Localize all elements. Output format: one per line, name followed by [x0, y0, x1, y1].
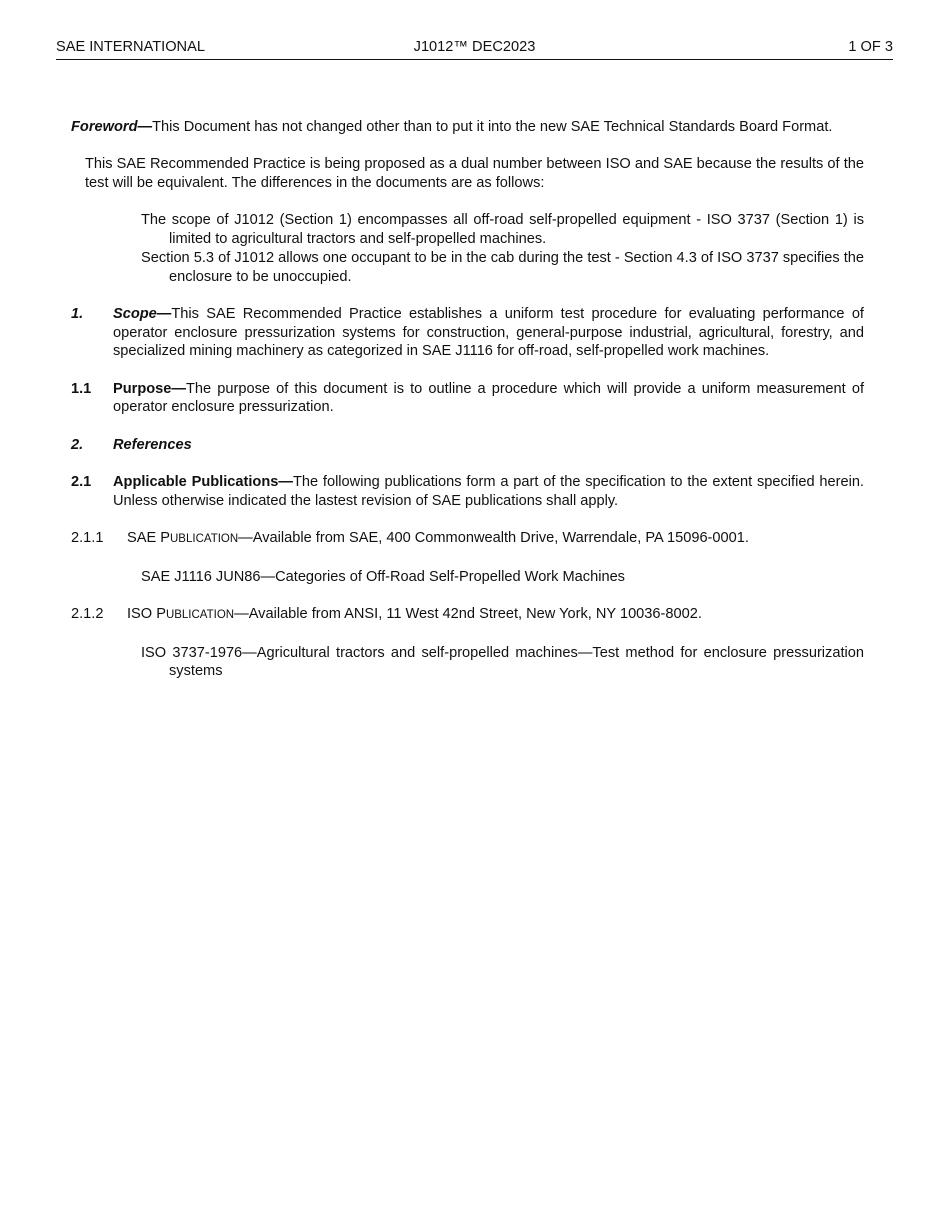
section-number: 2.1 [71, 474, 92, 491]
section-title-big: SAE P [127, 530, 170, 547]
foreword-paragraph-2: This SAE Recommended Practice is being proposed as a dual number between ISO and SAE because the results of the test will be equivalent. The differences in the documents are as follows: [85, 156, 864, 192]
section-purpose [71, 380, 864, 417]
document-body [71, 118, 864, 681]
section-sae-publication [71, 529, 864, 549]
section-title: Applicable Publications— [113, 474, 293, 491]
page-header [56, 38, 893, 60]
header-organization: SAE INTERNATIONAL [56, 39, 205, 55]
section-title: Purpose— [113, 380, 186, 397]
section-title: References [113, 436, 192, 453]
iso-reference-entry: ISO 3737-1976—Agricultural tractors and self-propelled machines—Test method for enclosure pressurization systems [141, 644, 864, 680]
section-text: —Available from SAE, 400 Commonwealth Drive, Warrendale, PA 15096-0001. [238, 530, 749, 547]
section-number: 2. [71, 436, 84, 453]
section-scope [71, 305, 864, 361]
difference-item: Section 5.3 of J1012 allows one occupant to be in the cab during the test - Section 4.3 of ISO 3737 specifies the enclosure to be unoccupied. [141, 249, 864, 285]
section-number: 1. [71, 305, 84, 322]
section-number: 2.1.2 [71, 606, 104, 623]
section-text: This SAE Recommended Practice establishes a uniform test procedure for evaluating performance of operator enclosure pressurization systems for construction, general-purpose industrial, agricultural, forestry, and specialized mining machinery as categorized in SAE J1116 for off-road, self-propelled work machines. [113, 305, 864, 360]
section-title: Scope— [113, 305, 172, 322]
difference-item: The scope of J1012 (Section 1) encompasses all off-road self-propelled equipment - ISO 3737 (Section 1) is limited to agricultural tractors and self-propelled machines. [141, 212, 864, 248]
header-document-id: J1012™ DEC2023 [413, 39, 536, 55]
section-number: 2.1.1 [71, 530, 104, 547]
section-text: —Available from ANSI, 11 West 42nd Street, New York, NY 10036-8002. [234, 606, 702, 623]
section-iso-publication [71, 605, 864, 625]
foreword-title: Foreword— [71, 119, 153, 135]
section-applicable-publications [71, 473, 864, 510]
section-title-big: ISO P [127, 606, 166, 623]
foreword-text: This Document has not changed other than to put it into the new SAE Technical Standards Board Format. [152, 119, 833, 135]
sae-reference-entry: SAE J1116 JUN86—Categories of Off-Road Self-Propelled Work Machines [141, 568, 625, 585]
section-references [71, 436, 864, 455]
section-title-small: UBLICATION [165, 609, 235, 622]
section-title-small: UBLICATION [170, 533, 239, 546]
section-text: The purpose of this document is to outline a procedure which will provide a uniform measurement of operator enclosure pressurization. [113, 380, 864, 416]
header-page-number: 1 OF 3 [848, 39, 893, 55]
differences-list [71, 211, 864, 286]
section-number: 1.1 [71, 380, 92, 397]
foreword-paragraph [71, 118, 864, 137]
section-text: The following publications form a part of the specification to the extent specified herein. Unless otherwise indicated the lastest revision of SAE publications shall apply. [113, 474, 864, 509]
